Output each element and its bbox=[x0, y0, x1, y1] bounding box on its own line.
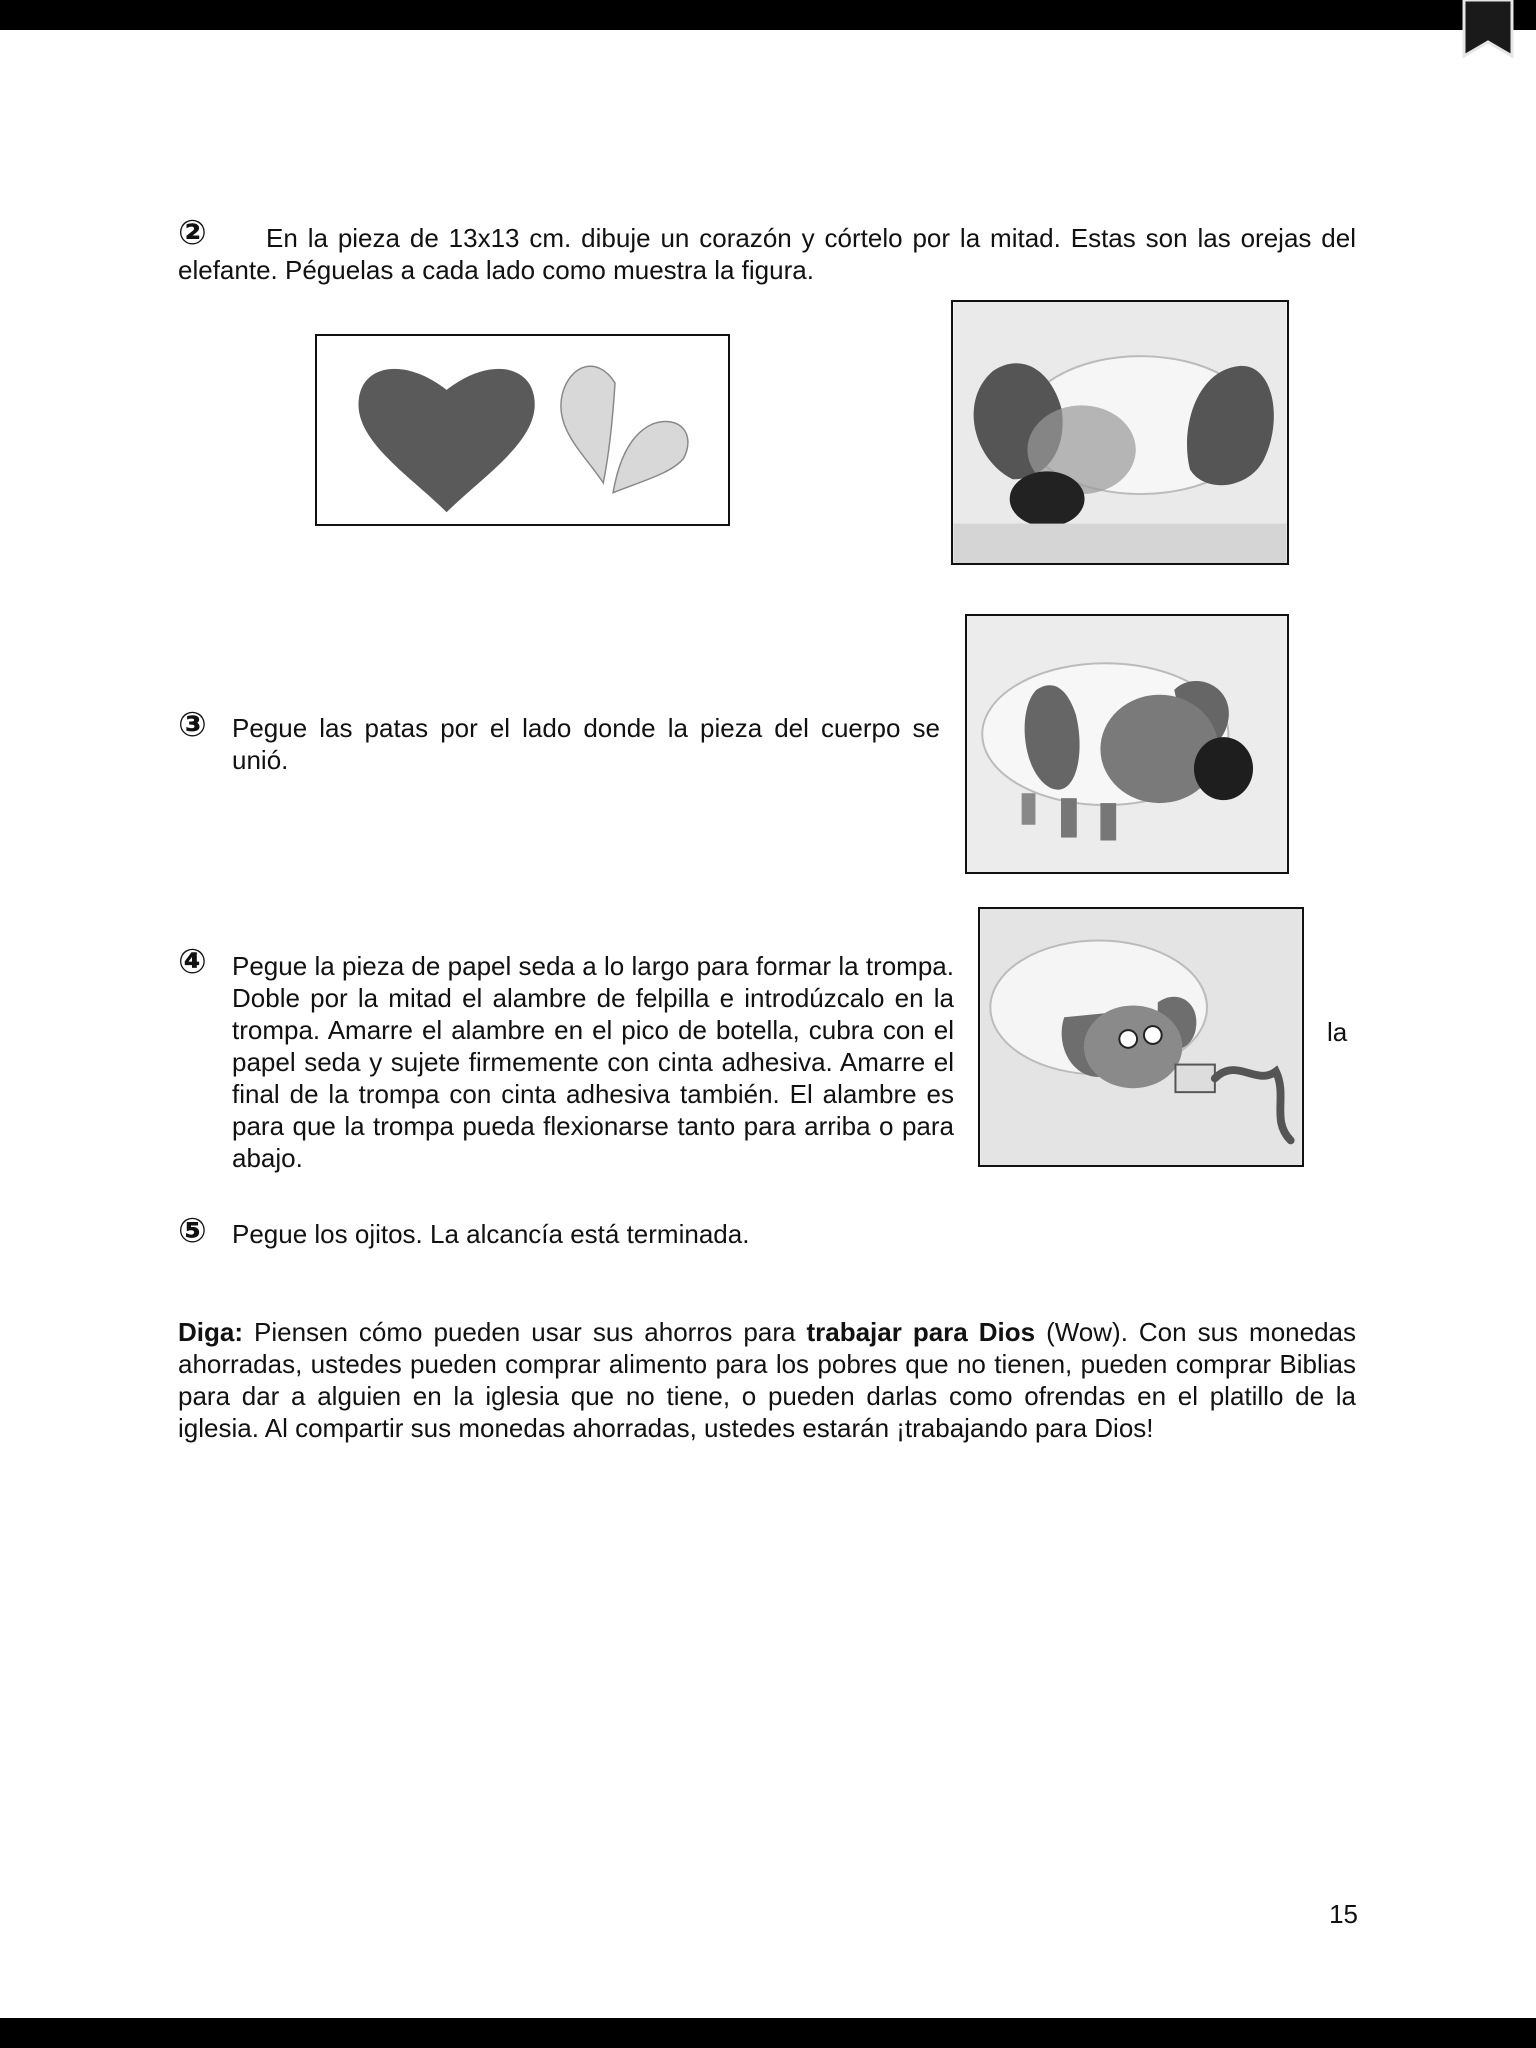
step-2-number: ② bbox=[178, 214, 207, 252]
bookmark-icon[interactable] bbox=[1462, 0, 1514, 60]
step-3-text: Pegue las patas por el lado donde la pieza del cuerpo se unió. bbox=[232, 713, 940, 775]
elephant-trunk-photo bbox=[978, 907, 1304, 1167]
step-3-number: ③ bbox=[178, 706, 207, 744]
step-5-number: ⑤ bbox=[178, 1212, 207, 1250]
diga-label: Diga: bbox=[178, 1317, 243, 1347]
step-4-number: ④ bbox=[178, 943, 207, 981]
step-2-text: En la pieza de 13x13 cm. dibuje un corazón y córtelo por la mitad. Estas son las orejas del elefante. Péguelas a cada lado como muestra la figura. bbox=[178, 223, 1356, 285]
step-4-overflow-word: la bbox=[1327, 1017, 1348, 1047]
top-bar bbox=[0, 0, 1536, 30]
elephant-legs-photo bbox=[965, 614, 1289, 874]
step-4-text: Pegue la pieza de papel seda a lo largo para formar la trompa. Doble por la mitad el alambre de felpilla e introdúzcalo en la trompa. Amarre el alambre en el pico de botella, cubra con el papel seda y sujete firmemente con cinta adhesiva. Amarre el final de la trompa con cinta adhesiva también. El alambre es para que la trompa pueda flexionarse tanto para arriba o para abajo. bbox=[232, 951, 954, 1173]
elephant-ears-photo bbox=[951, 300, 1289, 565]
step-5-text: Pegue los ojitos. La alcancía está terminada. bbox=[232, 1219, 750, 1249]
closing-text-2: (Wow). Con sus monedas ahorradas, ustedes pueden comprar alimento para los pobres que no tienen, pueden comprar Biblias para dar a alguien en la iglesia que no tiene, o pueden darlas como ofrendas en el platillo de la iglesia. Al compartir sus monedas ahorradas, ustedes estarán ¡trabajando para Dios! bbox=[178, 1317, 1356, 1443]
closing-paragraph bbox=[178, 1316, 1356, 1444]
heart-figure bbox=[315, 334, 730, 526]
closing-text-1: Piensen cómo pueden usar sus ahorros para bbox=[243, 1317, 807, 1347]
page-number: 15 bbox=[1329, 1899, 1358, 1929]
closing-bold-phrase: trabajar para Dios bbox=[806, 1317, 1036, 1347]
bottom-bar bbox=[0, 2018, 1536, 2048]
